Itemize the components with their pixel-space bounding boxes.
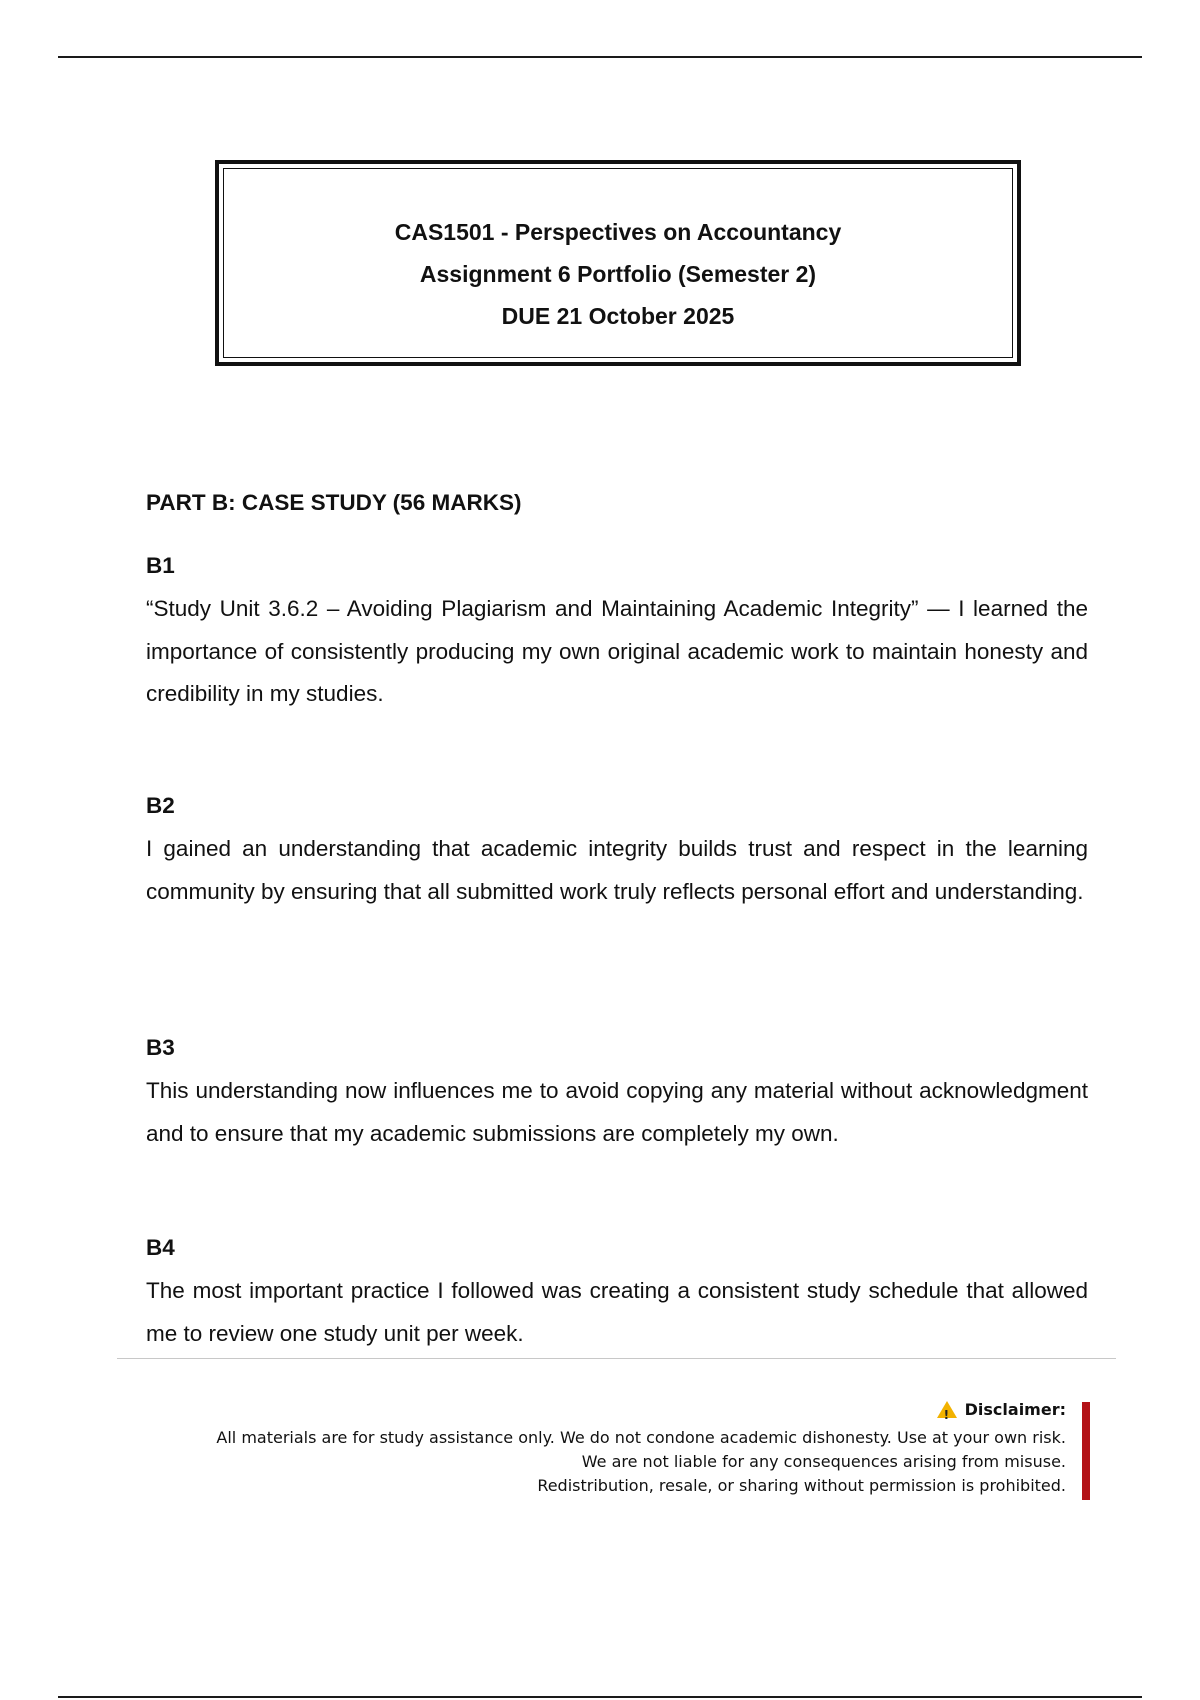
- part-heading: PART B: CASE STUDY (56 MARKS): [146, 490, 522, 515]
- disclaimer-line: All materials are for study assistance only. We do not condone academic dishonesty. Use at your own risk.: [216, 1427, 1066, 1447]
- disclaimer-heading: [166, 1398, 1066, 1426]
- title-box-inner: [223, 168, 1013, 358]
- section-b1: [146, 550, 1088, 716]
- section-text: The most important practice I followed was creating a consistent study schedule that allowed me to review one study unit per week.: [146, 1278, 1088, 1346]
- top-rule: [58, 56, 1142, 58]
- disclaimer-accent-bar: [1082, 1402, 1090, 1500]
- bottom-rule: [58, 1696, 1142, 1698]
- section-text: This understanding now influences me to avoid copying any material without acknowledgment and to ensure that my academic submissions are completely my own.: [146, 1078, 1088, 1146]
- disclaimer: [166, 1398, 1088, 1498]
- assignment-title: Assignment 6 Portfolio (Semester 2): [419, 261, 817, 287]
- disclaimer-line: Redistribution, resale, or sharing without permission is prohibited.: [537, 1475, 1066, 1495]
- section-b4: [146, 1232, 1088, 1355]
- course-title: CAS1501 - Perspectives on Accountancy: [394, 219, 842, 245]
- disclaimer-title: Disclaimer:: [964, 1400, 1066, 1419]
- disclaimer-line: We are not liable for any consequences arising from misuse.: [581, 1451, 1066, 1471]
- warning-icon: [937, 1401, 957, 1418]
- section-b2: [146, 790, 1088, 913]
- due-date: DUE 21 October 2025: [501, 303, 735, 329]
- section-label: B2: [146, 793, 175, 818]
- section-b3: [146, 1032, 1088, 1155]
- section-label: B1: [146, 553, 175, 578]
- footer-divider: [117, 1358, 1116, 1359]
- section-label: B4: [146, 1235, 175, 1260]
- section-label: B3: [146, 1035, 175, 1060]
- title-box: [215, 160, 1021, 366]
- section-text: I gained an understanding that academic integrity builds trust and respect in the learning community by ensuring that all submitted work truly reflects personal effort and understanding.: [146, 836, 1088, 904]
- section-text: “Study Unit 3.6.2 – Avoiding Plagiarism and Maintaining Academic Integrity” — I learned the importance of consistently producing my own original academic work to maintain honesty and credibility in my studies.: [146, 596, 1088, 706]
